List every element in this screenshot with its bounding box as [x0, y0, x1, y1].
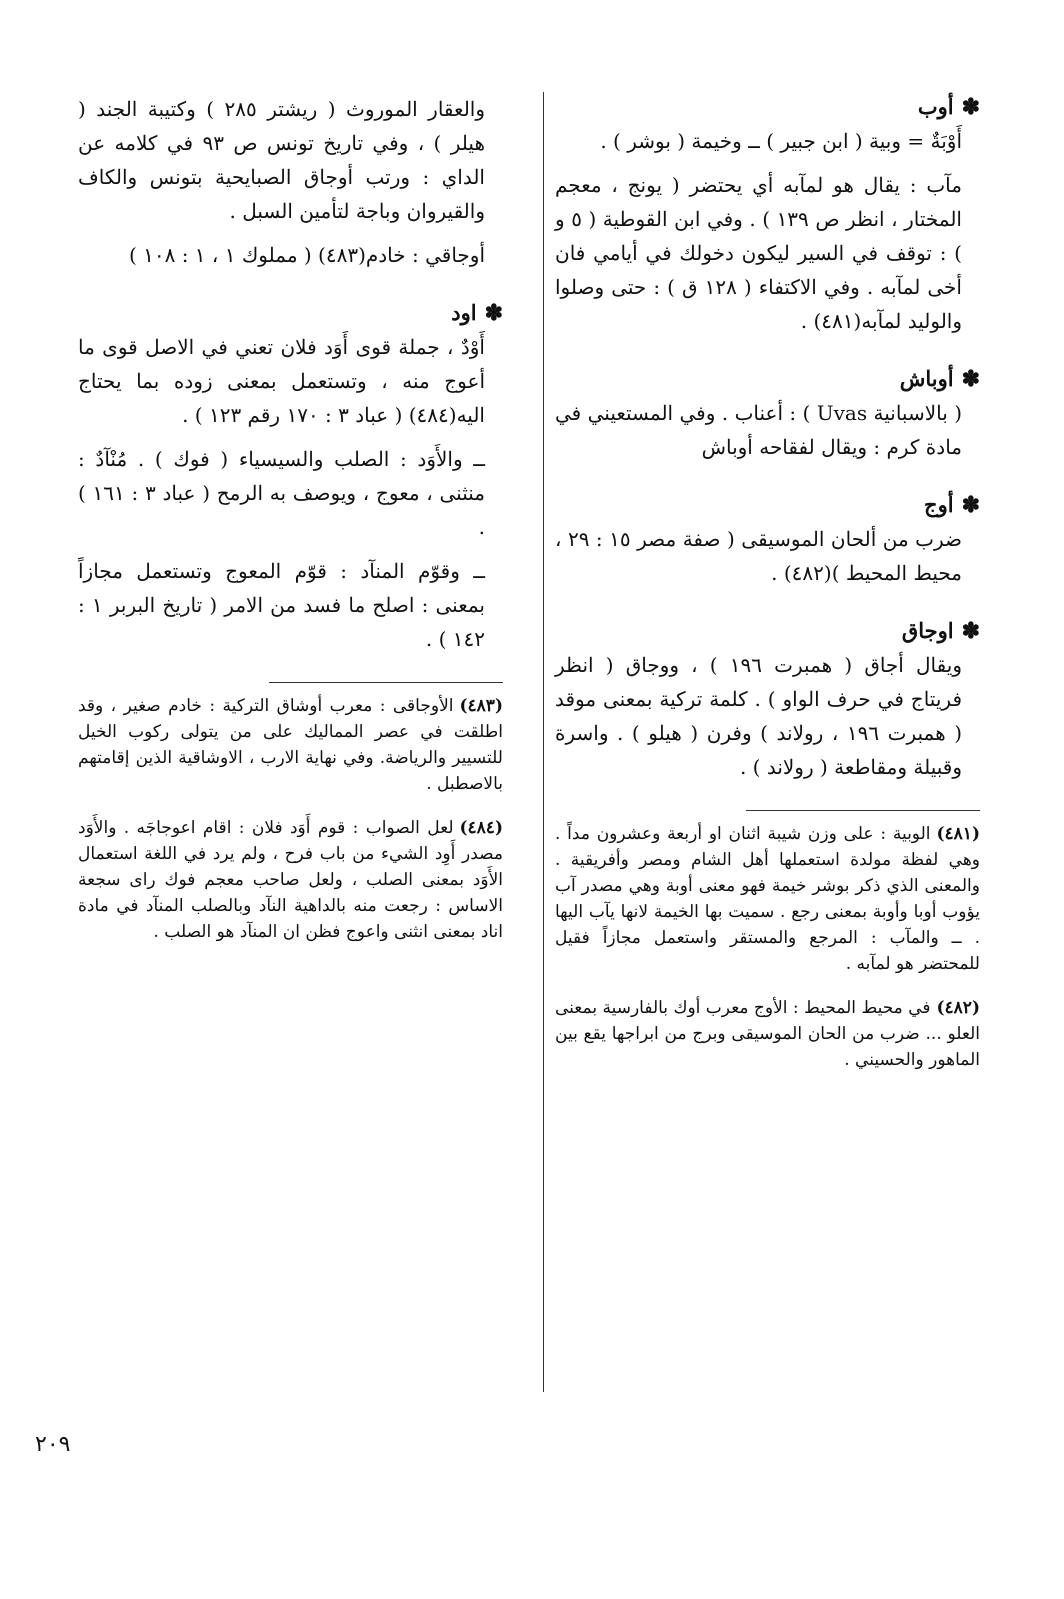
entry-text: أَوْدٌ ، جملة قوى أَوَد فلان تعني في الاصل قوى ما أعوج منه ، وتستعمل بمعنى زوده بما يحتاج اليه(٤٨٤) ( عباد ٣ : ١٧٠ رقم ١٢٣ ) .	[78, 335, 485, 427]
entry-text: ضرب من ألحان الموسيقى ( صفة مصر ١٥ : ٢٩ ، محيط المحيط )(٤٨٢) .	[555, 527, 963, 585]
entry-awb	[555, 92, 980, 338]
entry-text: مآب : يقال هو لمآبه أي يحتضر ( يونج ، معجم المختار ، انظر ص ١٣٩ ) . وفي ابن القوطية ( ٥ و ) : توقف في السير ليكون دخولك في أيامي فان أخى لمآبه . وفي الاكتفاء ( ١٢٨ ق ) : حتى وصلوا والوليد لمآبه(٤٨١) .	[555, 173, 962, 333]
asterisk-icon: ✽	[961, 366, 980, 392]
entry-awd	[78, 298, 503, 656]
entry-text: ويقال أجاق ( همبرت ١٩٦ ) ، ووجاق ( انظر فريتاج في حرف الواو ) . كلمة تركية بمعنى موقد ( همبرت ١٩٦ ، رولاند ) وفرن ( هيلو ) . واسرة وقبيلة ومقاطعة ( رولاند ) .	[555, 653, 963, 779]
footnote: (٤٨٤)لعل الصواب : قوم أَوَد فلان : اقام اعوجاجَه . والأَوَد مصدر أَوِد الشيء من باب فرح ، ولم يرد في اللغة استعمال الأَوَد بمعنى الصلب ، ولعل صاحب معجم فوك راى سجعة الاساس : رجعت منه بالداهية النآد وبالصلب المنآد في مادة اناد بمعنى انثنى واعوج فظن ان المنآد هو الصلب .	[78, 818, 503, 942]
entry-awjaq	[555, 616, 980, 784]
footnote: (٤٨٢)في محيط المحيط : الأوج معرب أوك بالفارسية بمعنى العلو ... ضرب من الحان الموسيقى وبرج من ابراجها يقع بين الماهور والحسيني .	[555, 998, 980, 1070]
asterisk-icon: ✽	[961, 618, 980, 644]
entry-text: ( بالاسبانية Uvas ) : أعناب . وفي المستعيني في مادة كرم : ويقال لفقاحه أوباش	[555, 401, 962, 459]
entry-text: أوجاقي : خادم(٤٨٣) ( مملوك ١ ، ١ : ١٠٨ )	[128, 243, 485, 267]
footnote: (٤٨٣)الأوجاقى : معرب أوشاق التركية : خادم صغير ، وقد اطلقت في عصر المماليك على من يتولى ركوب الخيل للتسيير والرياضة. وفي نهاية الارب ، الاوشاقية الذين إقامتهم بالاصطبل .	[78, 696, 503, 794]
entry-awj	[555, 490, 980, 590]
asterisk-icon: ✽	[484, 300, 503, 326]
entry-head: ✽اود	[451, 300, 503, 326]
entry-head: ✽اوجاق	[901, 618, 980, 644]
right-column	[555, 92, 980, 1091]
entry-head: ✽أوباش	[899, 366, 980, 392]
entry-text: والعقار الموروث ( ريشتر ٢٨٥ ) وكتيبة الجند ( هيلر ) ، وفي تاريخ تونس ص ٩٣ في كلامه عن الداي : ورتب أوجاق الصبايحية بتونس والكاف والقيروان وباجة لتأمين السبل .	[78, 97, 486, 223]
entry-head: ✽أوج	[924, 492, 980, 518]
entry-text: أَوْبَةٌ = وبية ( ابن جبير ) ــ وخيمة ( بوشر ) .	[600, 129, 962, 153]
entry-awbash	[555, 364, 980, 464]
entry-text: ــ والأَوَد : الصلب والسيسياء ( فوك ) . مُنْآدٌ : منثنى ، معوج ، ويوصف به الرمح ( عباد ٣ : ١٦١ ) .	[78, 447, 485, 539]
asterisk-icon: ✽	[961, 94, 980, 120]
footnote-divider	[746, 810, 980, 811]
entry-text: ــ وقوّم المنآد : قوّم المعوج وتستعمل مجازاً بمعنى : اصلح ما فسد من الامر ( تاريخ البربر ١ : ١٤٢ ) .	[78, 559, 485, 651]
asterisk-icon: ✽	[961, 492, 980, 518]
footnote: (٤٨١)الوبية : على وزن شيبة اثنان او أربعة وعشرون مداً . وهي لفظة مولدة استعملها أهل الشام ومصر وأفريقية . والمعنى الذي ذكر بوشر خيمة فهو معنى أوبة وهي مصدر آب يؤوب أوبا وأوبة بمعنى رجع . سميت بها الخيمة لانها يآب اليها . ــ والمآب : المرجع والمستقر واستعمل مجازاً فقيل للمحتضر هو لمآبه .	[555, 824, 980, 974]
footnote-divider	[269, 682, 503, 683]
entry-continuation	[78, 92, 503, 272]
page-number: ٢٠٩	[35, 1432, 71, 1457]
left-column	[78, 92, 503, 963]
entry-head: ✽أوب	[917, 94, 980, 120]
column-divider	[543, 92, 544, 1392]
